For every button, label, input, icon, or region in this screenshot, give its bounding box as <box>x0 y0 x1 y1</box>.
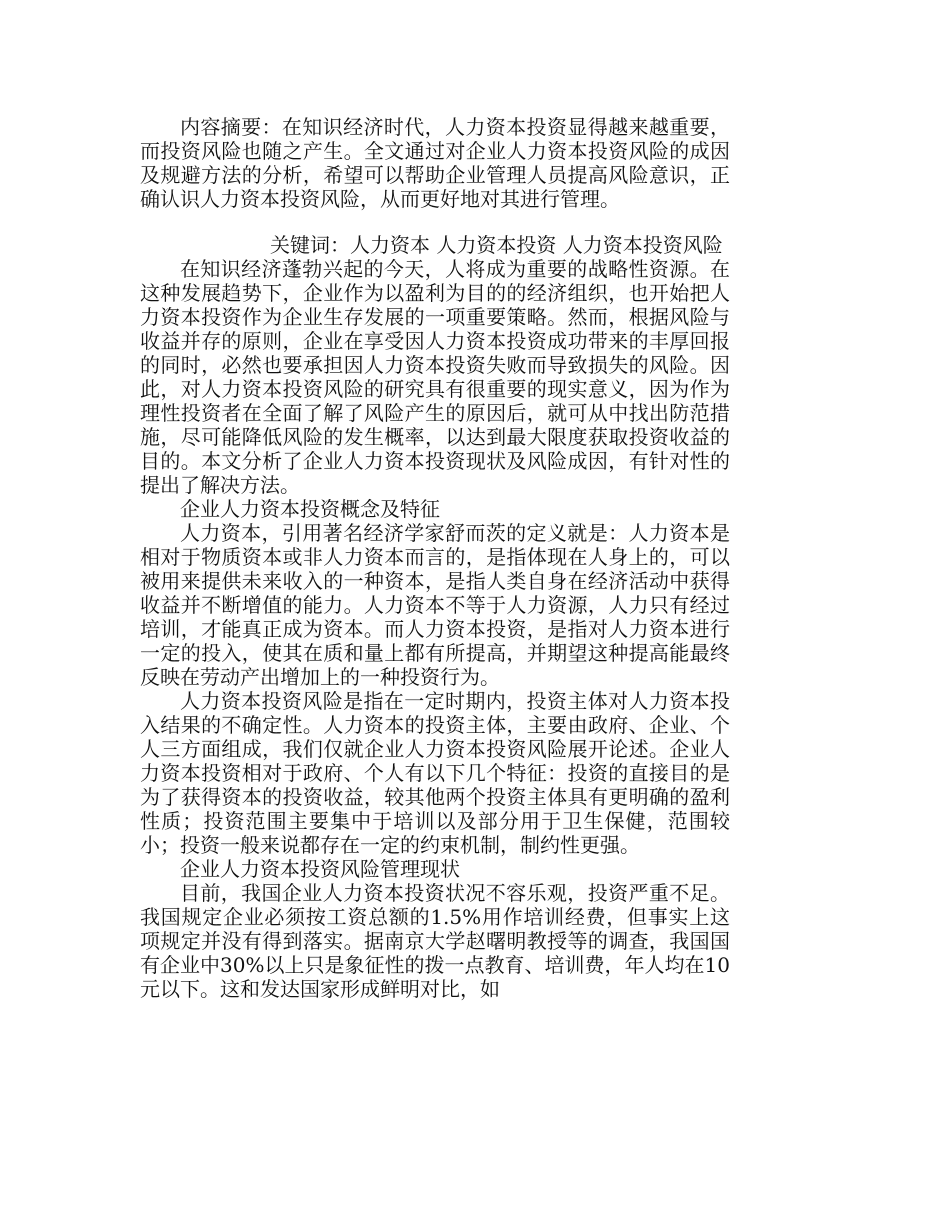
section1-paragraph-1: 人力资本，引用著名经济学家舒而茨的定义就是：人力资本是相对于物质资本或非人力资本而言的，是指体现在人身上的，可以被用来提供未来收入的一种资本，是指人类自身在经济活动中获得收益并不断增值的能力。人力资本不等于人力资源，人力只有经过培训，才能真正成为资本。而人力资本投资，是指对人力资本进行一定的投入，使其在质和量上都有所提高，并期望这种提高能最终反映在劳动产出增加上的一种投资行为。 <box>140 521 730 689</box>
section2-heading: 企业人力资本投资风险管理现状 <box>180 857 460 881</box>
intro-paragraph: 在知识经济蓬勃兴起的今天，人将成为重要的战略性资源。在这种发展趋势下，企业作为以盈利为目的的经济组织，也开始把人力资本投资作为企业生存发展的一项重要策略。然而，根据风险与收益并存的原则，企业在享受因人力资本投资成功带来的丰厚回报的同时，必然也要承担因人力资本投资失败而导致损失的风险。因此，对人力资本投资风险的研究具有很重要的现实意义，因为作为理性投资者在全面了解了风险产生的原因后，就可从中找出防范措施，尽可能降低风险的发生概率，以达到最大限度获取投资收益的目的。本文分析了企业人力资本投资现状及风险成因，有针对性的提出了解决方法。 <box>140 257 730 497</box>
paragraph-gap <box>140 211 730 233</box>
keywords-line: 关键词：人力资本 人力资本投资 人力资本投资风险 <box>270 233 723 257</box>
section2-paragraph-1: 目前，我国企业人力资本投资状况不容乐观，投资严重不足。我国规定企业必须按工资总额的1.5%用作培训经费，但事实上这项规定并没有得到落实。据南京大学赵曙明教授等的调查，我国国有企业中30%以上只是象征性的拨一点教育、培训费，年人均在10元以下。这和发达国家形成鲜明对比，如 <box>140 881 730 1001</box>
document-page <box>140 115 730 1001</box>
section1-paragraph-2: 人力资本投资风险是指在一定时期内，投资主体对人力资本投入结果的不确定性。人力资本的投资主体，主要由政府、企业、个人三方面组成，我们仅就企业人力资本投资风险展开论述。企业人力资本投资相对于政府、个人有以下几个特征：投资的直接目的是为了获得资本的投资收益，较其他两个投资主体具有更明确的盈利性质；投资范围主要集中于培训以及部分用于卫生保健，范围较小；投资一般来说都存在一定的约束机制，制约性更强。 <box>140 689 730 857</box>
section1-heading: 企业人力资本投资概念及特征 <box>180 497 440 521</box>
abstract-paragraph: 内容摘要：在知识经济时代，人力资本投资显得越来越重要，而投资风险也随之产生。全文通过对企业人力资本投资风险的成因及规避方法的分析，希望可以帮助企业管理人员提高风险意识，正确认识人力资本投资风险，从而更好地对其进行管理。 <box>140 115 730 211</box>
